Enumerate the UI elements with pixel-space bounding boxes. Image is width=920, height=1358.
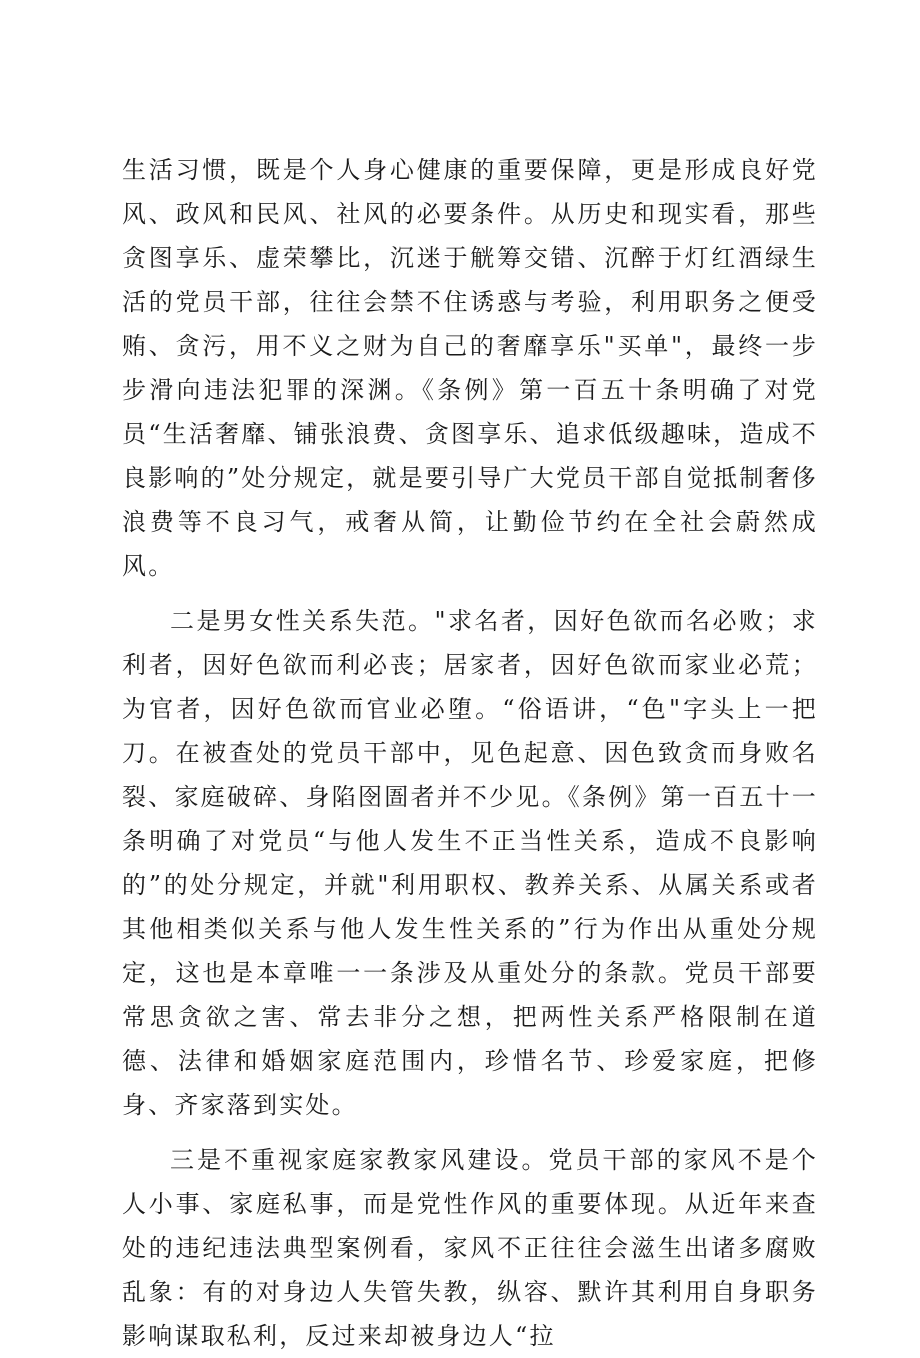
paragraph-1: 生活习惯，既是个人身心健康的重要保障，更是形成良好党风、政风和民风、社风的必要条件。从历史和现实看，那些贪图享乐、虚荣攀比，沉迷于觥筹交错、沉醉于灯红酒绿生活的党员干部，往往会禁不住诱惑与考验，利用职务之便受贿、贪污，用不义之财为自己的奢靡享乐"买单"，最终一步步滑向违法犯罪的深渊。《条例》第一百五十条明确了对党员“生活奢靡、铺张浪费、贪图享乐、追求低级趣味，造成不良影响的”处分规定，就是要引导广大党员干部自觉抵制奢侈浪费等不良习气，戒奢从简，让勤俭节约在全社会蔚然成风。 bbox=[122, 156, 818, 580]
document-body bbox=[122, 148, 818, 1358]
paragraph-3: 三是不重视家庭家教家风建设。党员干部的家风不是个人小事、家庭私事，而是党性作风的重要体现。从近年来查处的违纪违法典型案例看，家风不正往往会滋生出诸多腐败乱象：有的对身边人失管失教，纵容、默许其利用自身职务影响谋取私利，反过来却被身边人“拉 bbox=[122, 1146, 818, 1350]
paragraph-2: 二是男女性关系失范。"求名者，因好色欲而名必败；求利者，因好色欲而利必丧；居家者，因好色欲而家业必荒；为官者，因好色欲而官业必堕。“俗语讲，“色"字头上一把刀。在被查处的党员干部中，见色起意、因色致贪而身败名裂、家庭破碎、身陷囹圄者并不少见。《条例》第一百五十一条明确了对党员“与他人发生不正当性关系，造成不良影响的”的处分规定，并就"利用职权、教养关系、从属关系或者其他相类似关系与他人发生性关系的”行为作出从重处分规定，这也是本章唯一一条涉及从重处分的条款。党员干部要常思贪欲之害、常去非分之想，把两性关系严格限制在道德、法律和婚姻家庭范围内，珍惜名节、珍爱家庭，把修身、齐家落到实处。 bbox=[122, 607, 818, 1119]
